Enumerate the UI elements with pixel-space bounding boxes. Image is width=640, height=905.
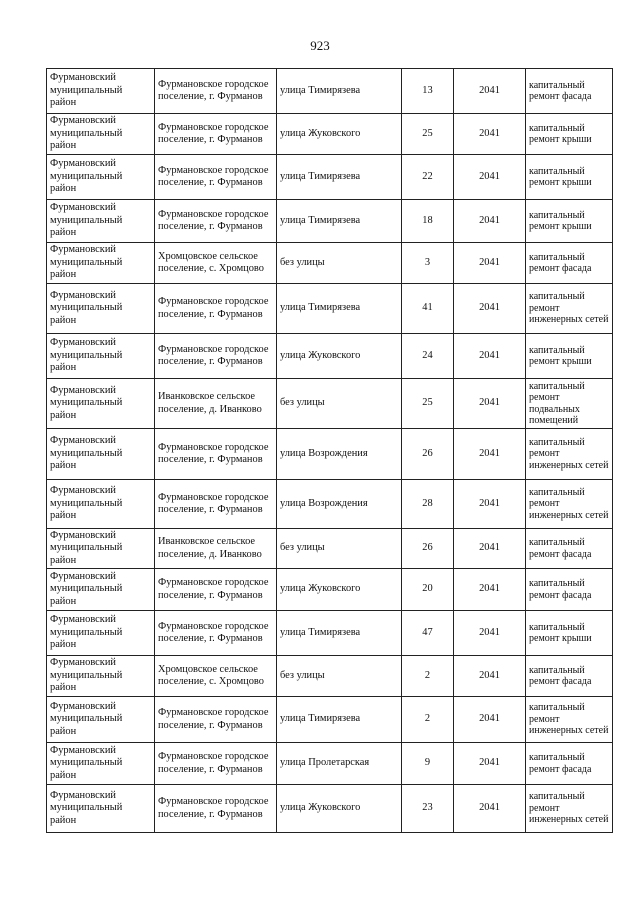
house-number-cell: 23 xyxy=(402,785,454,833)
street-cell: улица Возрождения xyxy=(277,429,402,480)
district-cell: Фурмановский муниципальный район xyxy=(47,429,155,480)
house-number-cell: 25 xyxy=(402,379,454,429)
table-row xyxy=(47,243,613,284)
planned-year-cell: 2041 xyxy=(454,569,526,611)
table-row xyxy=(47,569,613,611)
settlement-cell: Фурмановское городское поселение, г. Фурманов xyxy=(155,697,277,743)
street-cell: улица Тимирязева xyxy=(277,611,402,656)
district-cell: Фурмановский муниципальный район xyxy=(47,569,155,611)
district-cell: Фурмановский муниципальный район xyxy=(47,379,155,429)
street-cell: улица Жуковского xyxy=(277,569,402,611)
work-type-cell: капитальный ремонт инженерных сетей xyxy=(526,480,613,529)
work-type-cell: капитальный ремонт крыши xyxy=(526,334,613,379)
work-type-cell: капитальный ремонт фасада xyxy=(526,243,613,284)
settlement-cell: Хромцовское сельское поселение, с. Хромцово xyxy=(155,656,277,697)
planned-year-cell: 2041 xyxy=(454,243,526,284)
settlement-cell: Фурмановское городское поселение, г. Фурманов xyxy=(155,114,277,155)
table-row xyxy=(47,529,613,569)
district-cell: Фурмановский муниципальный район xyxy=(47,743,155,785)
page-number: 923 xyxy=(310,38,330,53)
street-cell: улица Жуковского xyxy=(277,785,402,833)
planned-year-cell: 2041 xyxy=(454,200,526,243)
settlement-cell: Фурмановское городское поселение, г. Фурманов xyxy=(155,284,277,334)
street-cell: без улицы xyxy=(277,379,402,429)
district-cell: Фурмановский муниципальный район xyxy=(47,200,155,243)
table-row xyxy=(47,697,613,743)
table-row xyxy=(47,114,613,155)
settlement-cell: Хромцовское сельское поселение, с. Хромцово xyxy=(155,243,277,284)
settlement-cell: Фурмановское городское поселение, г. Фурманов xyxy=(155,429,277,480)
settlement-cell: Иванковское сельское поселение, д. Иванково xyxy=(155,379,277,429)
work-type-cell: капитальный ремонт подвальных помещений xyxy=(526,379,613,429)
work-type-cell: капитальный ремонт инженерных сетей xyxy=(526,284,613,334)
work-type-cell: капитальный ремонт фасада xyxy=(526,529,613,569)
district-cell: Фурмановский муниципальный район xyxy=(47,529,155,569)
table-row xyxy=(47,69,613,114)
district-cell: Фурмановский муниципальный район xyxy=(47,611,155,656)
settlement-cell: Фурмановское городское поселение, г. Фурманов xyxy=(155,69,277,114)
street-cell: улица Тимирязева xyxy=(277,69,402,114)
work-type-cell: капитальный ремонт фасада xyxy=(526,656,613,697)
work-type-cell: капитальный ремонт крыши xyxy=(526,611,613,656)
district-cell: Фурмановский муниципальный район xyxy=(47,284,155,334)
planned-year-cell: 2041 xyxy=(454,334,526,379)
planned-year-cell: 2041 xyxy=(454,611,526,656)
district-cell: Фурмановский муниципальный район xyxy=(47,697,155,743)
house-number-cell: 2 xyxy=(402,697,454,743)
house-number-cell: 47 xyxy=(402,611,454,656)
district-cell: Фурмановский муниципальный район xyxy=(47,114,155,155)
district-cell: Фурмановский муниципальный район xyxy=(47,656,155,697)
settlement-cell: Иванковское сельское поселение, д. Иванково xyxy=(155,529,277,569)
table-row xyxy=(47,785,613,833)
planned-year-cell: 2041 xyxy=(454,656,526,697)
planned-year-cell: 2041 xyxy=(454,743,526,785)
house-number-cell: 13 xyxy=(402,69,454,114)
planned-year-cell: 2041 xyxy=(454,379,526,429)
district-cell: Фурмановский муниципальный район xyxy=(47,334,155,379)
house-number-cell: 22 xyxy=(402,155,454,200)
district-cell: Фурмановский муниципальный район xyxy=(47,480,155,529)
house-number-cell: 26 xyxy=(402,529,454,569)
work-type-cell: капитальный ремонт инженерных сетей xyxy=(526,785,613,833)
house-number-cell: 20 xyxy=(402,569,454,611)
street-cell: улица Тимирязева xyxy=(277,284,402,334)
table-row xyxy=(47,656,613,697)
table-body xyxy=(47,69,613,833)
house-number-cell: 41 xyxy=(402,284,454,334)
work-type-cell: капитальный ремонт фасада xyxy=(526,569,613,611)
planned-year-cell: 2041 xyxy=(454,114,526,155)
settlement-cell: Фурмановское городское поселение, г. Фурманов xyxy=(155,743,277,785)
table-row xyxy=(47,334,613,379)
house-number-cell: 26 xyxy=(402,429,454,480)
planned-year-cell: 2041 xyxy=(454,697,526,743)
work-type-cell: капитальный ремонт фасада xyxy=(526,743,613,785)
planned-year-cell: 2041 xyxy=(454,480,526,529)
street-cell: без улицы xyxy=(277,529,402,569)
settlement-cell: Фурмановское городское поселение, г. Фурманов xyxy=(155,611,277,656)
district-cell: Фурмановский муниципальный район xyxy=(47,785,155,833)
table-row xyxy=(47,284,613,334)
work-type-cell: капитальный ремонт крыши xyxy=(526,200,613,243)
settlement-cell: Фурмановское городское поселение, г. Фурманов xyxy=(155,785,277,833)
planned-year-cell: 2041 xyxy=(454,785,526,833)
table-row xyxy=(47,611,613,656)
house-number-cell: 25 xyxy=(402,114,454,155)
planned-year-cell: 2041 xyxy=(454,529,526,569)
street-cell: без улицы xyxy=(277,656,402,697)
house-number-cell: 2 xyxy=(402,656,454,697)
house-number-cell: 3 xyxy=(402,243,454,284)
table-row xyxy=(47,480,613,529)
settlement-cell: Фурмановское городское поселение, г. Фурманов xyxy=(155,200,277,243)
work-type-cell: капитальный ремонт фасада xyxy=(526,69,613,114)
street-cell: улица Пролетарская xyxy=(277,743,402,785)
settlement-cell: Фурмановское городское поселение, г. Фурманов xyxy=(155,334,277,379)
work-type-cell: капитальный ремонт крыши xyxy=(526,155,613,200)
house-number-cell: 9 xyxy=(402,743,454,785)
street-cell: улица Тимирязева xyxy=(277,155,402,200)
repair-registry-table xyxy=(46,68,613,833)
table-row xyxy=(47,379,613,429)
planned-year-cell: 2041 xyxy=(454,284,526,334)
street-cell: улица Тимирязева xyxy=(277,200,402,243)
table-row xyxy=(47,429,613,480)
work-type-cell: капитальный ремонт инженерных сетей xyxy=(526,429,613,480)
house-number-cell: 28 xyxy=(402,480,454,529)
work-type-cell: капитальный ремонт инженерных сетей xyxy=(526,697,613,743)
table-row xyxy=(47,155,613,200)
planned-year-cell: 2041 xyxy=(454,69,526,114)
district-cell: Фурмановский муниципальный район xyxy=(47,69,155,114)
street-cell: улица Тимирязева xyxy=(277,697,402,743)
work-type-cell: капитальный ремонт крыши xyxy=(526,114,613,155)
house-number-cell: 18 xyxy=(402,200,454,243)
district-cell: Фурмановский муниципальный район xyxy=(47,155,155,200)
table-row xyxy=(47,743,613,785)
street-cell: улица Жуковского xyxy=(277,334,402,379)
settlement-cell: Фурмановское городское поселение, г. Фурманов xyxy=(155,480,277,529)
street-cell: без улицы xyxy=(277,243,402,284)
street-cell: улица Жуковского xyxy=(277,114,402,155)
planned-year-cell: 2041 xyxy=(454,155,526,200)
district-cell: Фурмановский муниципальный район xyxy=(47,243,155,284)
street-cell: улица Возрождения xyxy=(277,480,402,529)
settlement-cell: Фурмановское городское поселение, г. Фурманов xyxy=(155,569,277,611)
table-row xyxy=(47,200,613,243)
planned-year-cell: 2041 xyxy=(454,429,526,480)
settlement-cell: Фурмановское городское поселение, г. Фурманов xyxy=(155,155,277,200)
house-number-cell: 24 xyxy=(402,334,454,379)
